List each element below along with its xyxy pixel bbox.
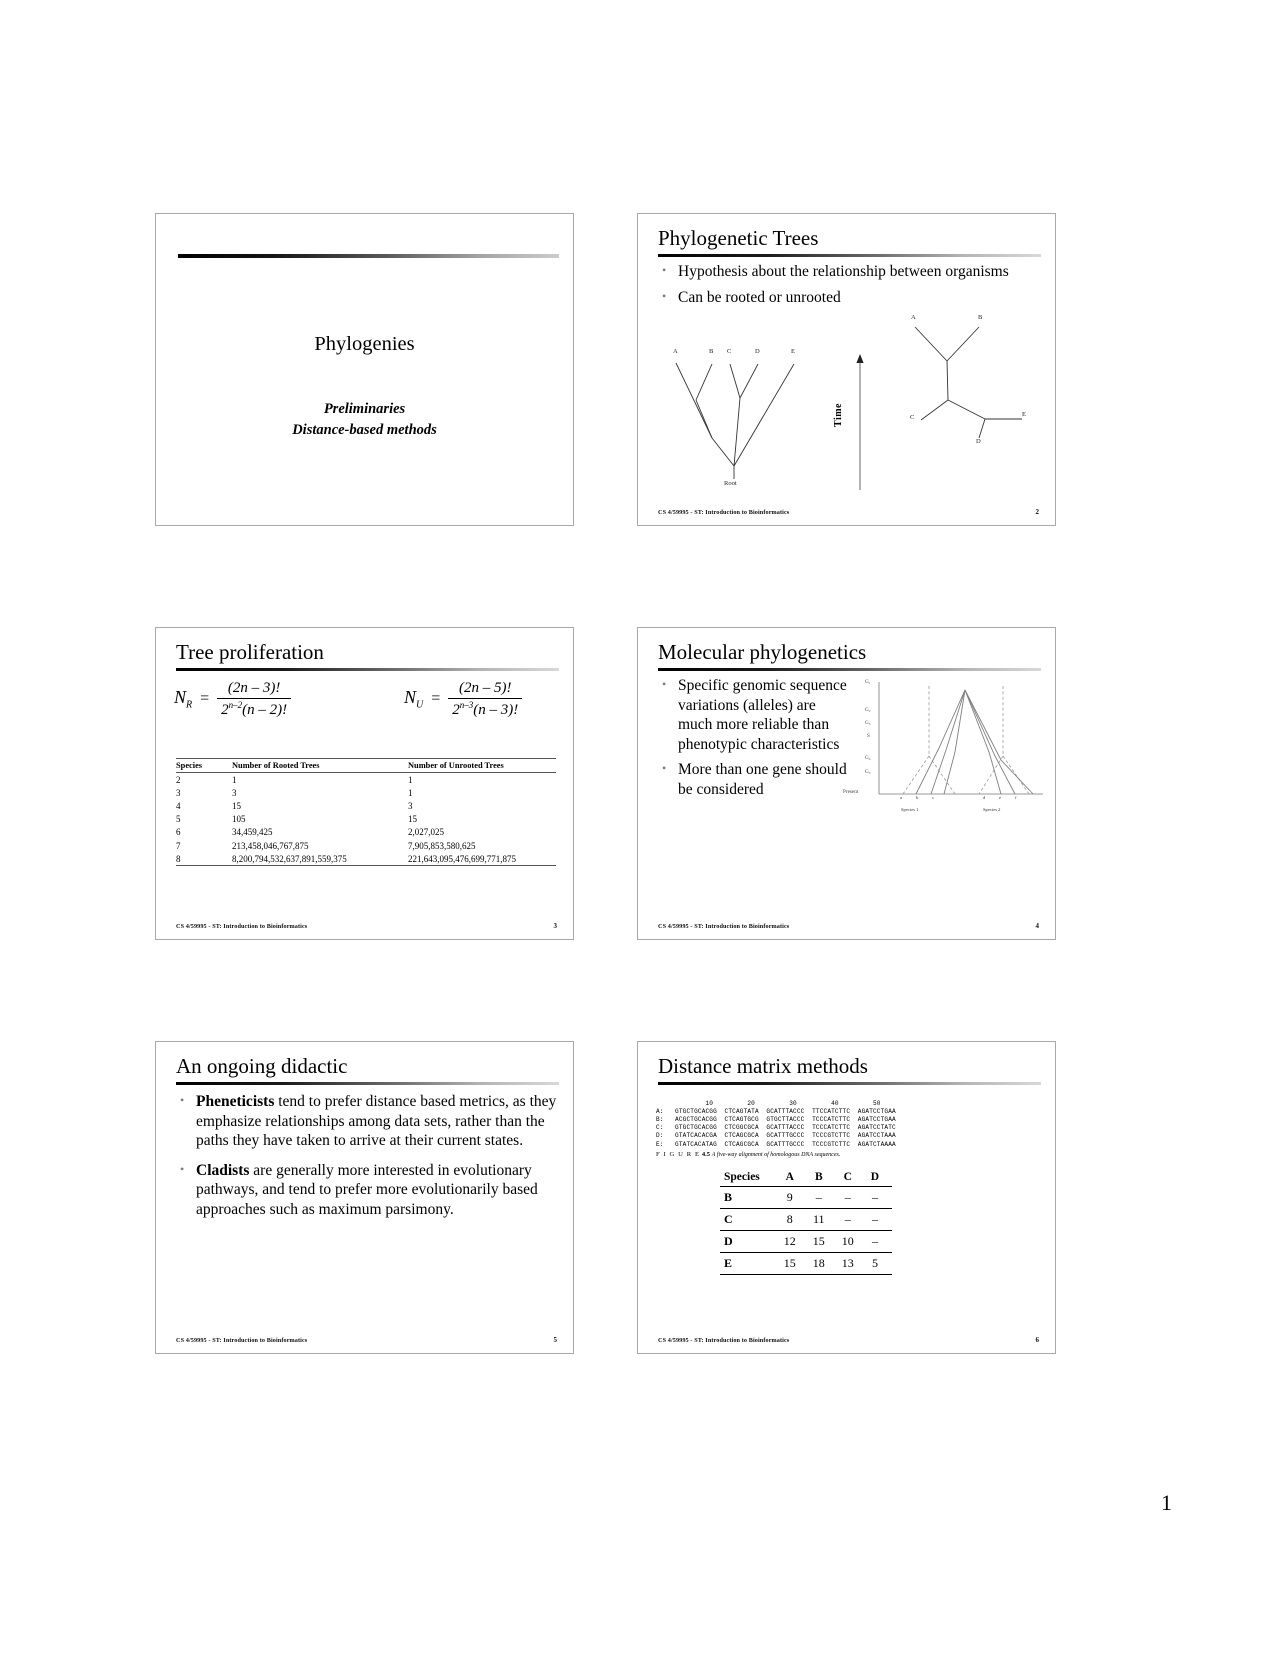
root-label: Root: [724, 480, 737, 487]
cell-species: 3: [176, 787, 181, 798]
distance-cell: –: [838, 1209, 867, 1231]
column-header-species: Species: [176, 759, 232, 773]
rooted-leaf-label: B: [709, 348, 714, 355]
figure-caption-text: A five-way alignment of homologous DNA sequences.: [711, 1152, 841, 1158]
alignment-row-name: E:: [656, 1140, 664, 1148]
alignment-row-seq: GTGCTGCACGG CTCAGTATA GCATTTACCC TTCCATCTTC AGATCCTGAA: [675, 1108, 896, 1116]
cell-rooted: 15: [232, 800, 241, 811]
unrooted-leaf-label: B: [978, 314, 983, 321]
figure-caption-label: F I G U R E: [656, 1151, 701, 1158]
table-row: [176, 786, 556, 799]
bullet-lead-term: Cladists: [196, 1161, 250, 1179]
cell-unrooted: 3: [408, 800, 413, 811]
alignment-row-name: A:: [656, 1108, 664, 1116]
bullet-lead-term: Pheneticists: [196, 1093, 275, 1110]
distance-cell: –: [867, 1231, 892, 1253]
rooted-leaf-label: C: [727, 348, 732, 355]
rooted-leaf-label: D: [755, 348, 760, 355]
allele-label: b: [916, 795, 919, 800]
table-row: [720, 1231, 892, 1253]
table-row: [176, 826, 556, 839]
slide-tree-proliferation: [155, 627, 574, 940]
slide-title-text: Tree proliferation: [176, 640, 324, 664]
column-header-c: C: [838, 1168, 867, 1187]
gene-axis-label: G₂: [865, 707, 871, 713]
slide-footer: CS 4/59995 - ST: Introduction to Bioinformatics: [176, 1337, 308, 1344]
tree-count-table: [176, 758, 556, 866]
gene-tree-svg: [843, 676, 1048, 821]
slide-page-number: 4: [1035, 922, 1039, 930]
alignment-ruler: 10 20 30 40 50: [656, 1100, 881, 1108]
slide-title-text: An ongoing didactic: [176, 1054, 348, 1078]
row-header: D: [720, 1231, 780, 1253]
unrooted-leaf-label: D: [976, 438, 981, 445]
cell-rooted: 8,200,794,532,637,891,559,375: [232, 852, 408, 866]
unrooted-tree-figure: [906, 314, 1026, 449]
table-row: [720, 1209, 892, 1231]
bullet-body-text: are generally more interested in evolutionary pathways, and tend to prefer more evolutionarily based approaches such as maximum parsimony.: [196, 1161, 538, 1218]
gene-axis-label: G₄: [865, 755, 871, 761]
allele-label: d: [983, 795, 986, 800]
title-divider-rule: [176, 1082, 559, 1085]
sheet-page-number: 1: [1161, 1490, 1172, 1515]
table-header-row: [720, 1168, 892, 1187]
alignment-row-name: C:: [656, 1124, 664, 1132]
slide-phylogenetic-trees: [637, 213, 1056, 526]
cell-species: 6: [176, 827, 181, 838]
formula-lhs: $N_U$: [404, 687, 424, 711]
row-header: B: [720, 1187, 780, 1209]
title-divider-rule: [658, 668, 1041, 671]
row-header: E: [720, 1253, 780, 1275]
slide-distance-matrix-methods: [637, 1041, 1056, 1354]
distance-cell: –: [838, 1187, 867, 1209]
species-label: Species 2: [983, 807, 1001, 812]
column-header-unrooted: Number of Unrooted Trees: [408, 759, 556, 773]
cell-rooted: 1: [232, 774, 237, 785]
table-row: [176, 813, 556, 826]
table-row: [720, 1253, 892, 1275]
title-divider-rule: [658, 1082, 1041, 1085]
present-axis-label: Present: [843, 789, 859, 795]
subtitle-line-2: Distance-based methods: [292, 422, 437, 438]
column-header-d: D: [867, 1168, 892, 1187]
slide-title-text: Molecular phylogenetics: [658, 640, 867, 664]
slide-title: [155, 213, 574, 526]
table-row: [720, 1187, 892, 1209]
rooted-tree-svg: [662, 348, 812, 493]
subtitle-line-1: Preliminaries: [323, 401, 406, 417]
distance-cell: –: [867, 1209, 892, 1231]
unrooted-leaf-label: E: [1022, 411, 1026, 418]
bullet-item: [178, 1161, 559, 1220]
formula-unrooted-trees: $N_U$ = $\frac{(2n - 5)!}{2^{n-3}(n - 3)!}$: [404, 680, 522, 719]
distance-cell: 10: [838, 1231, 867, 1253]
sequence-alignment-block: [656, 1092, 896, 1157]
bullet-list: [660, 262, 1041, 313]
allele-label: c: [932, 795, 935, 800]
slide-footer: CS 4/59995 - ST: Introduction to Bioinformatics: [658, 1337, 790, 1344]
slide-page-number: 3: [553, 922, 557, 930]
title-divider-rule: [658, 254, 1041, 257]
title-divider-rule: [178, 254, 559, 258]
allele-label: e: [999, 795, 1002, 800]
alignment-row-seq: GTATCACATAG CTCAGCGCA GCATTTGCCC TCCCGTCTTC AGATCTAAAA: [675, 1140, 896, 1148]
cell-species: 5: [176, 814, 181, 825]
cell-unrooted: 1: [408, 787, 413, 798]
slide-page-number: 6: [1035, 1336, 1039, 1344]
distance-cell: 18: [809, 1253, 838, 1275]
allele-label: a: [900, 795, 903, 800]
distance-cell: 5: [867, 1253, 892, 1275]
gene-axis-label: G₁: [865, 679, 871, 685]
cell-species: 8: [176, 852, 232, 866]
distance-cell: 12: [780, 1231, 809, 1253]
slide-footer: CS 4/59995 - ST: Introduction to Bioinformatics: [658, 923, 790, 930]
bullet-item: • More than one gene should be considered: [660, 760, 850, 799]
title-divider-rule: [176, 668, 559, 671]
slide-an-ongoing-didactic: [155, 1041, 574, 1354]
table-row: [176, 773, 556, 787]
slide-page-number: 5: [553, 1336, 557, 1344]
cell-unrooted: 7,905,853,580,625: [408, 840, 476, 851]
column-header-a: A: [780, 1168, 809, 1187]
slide-footer: CS 4/59995 - ST: Introduction to Bioinformatics: [658, 509, 790, 516]
formula-numerator: (2n – 5)!: [448, 680, 522, 699]
allele-label: f: [1015, 795, 1017, 800]
slide-page-number: 2: [1035, 508, 1039, 516]
slide-footer: CS 4/59995 - ST: Introduction to Bioinformatics: [176, 923, 308, 930]
rooted-leaf-label: E: [791, 348, 795, 355]
bullet-item: [178, 1092, 559, 1151]
formula-lhs: $N_R$: [174, 687, 193, 711]
rooted-leaf-label: A: [673, 348, 678, 355]
cell-rooted: 3: [232, 787, 237, 798]
column-header-b: B: [809, 1168, 838, 1187]
alignment-row-name: D:: [656, 1132, 664, 1140]
table-row: [176, 799, 556, 812]
row-header: C: [720, 1209, 780, 1231]
alignment-row-seq: GTATCACACGA CTCAGCGCA GCATTTGCCC TCCCGTCTTC AGATCCTAAA: [675, 1132, 896, 1140]
distance-matrix-table: [720, 1168, 892, 1275]
time-axis-label: Time: [833, 403, 844, 428]
gene-tree-figure: [843, 676, 1048, 821]
distance-cell: 11: [809, 1209, 838, 1231]
alignment-row-name: B:: [656, 1116, 664, 1124]
presentation-title: Phylogenies: [314, 333, 415, 355]
cell-species: 2: [176, 774, 181, 785]
figure-caption-number: 4.5: [701, 1151, 711, 1158]
gene-axis-label: G₅: [865, 769, 871, 775]
bullet-list: [660, 676, 850, 805]
column-header-rooted: Number of Rooted Trees: [232, 759, 408, 773]
slide-title-text: Phylogenetic Trees: [658, 226, 819, 250]
cell-species: 4: [176, 800, 181, 811]
table-row: [176, 852, 556, 866]
bullet-item: • Specific genomic sequence variations (alleles) are much more reliable than phenotypic characteristics: [660, 676, 850, 754]
cell-species: 7: [176, 840, 181, 851]
presentation-subtitle: [156, 399, 573, 441]
alignment-row-seq: GTGCTGCACGG CTCGGCGCA GCATTTACCC TCCCATCTTC AGATCCTATC: [675, 1124, 896, 1132]
distance-cell: –: [809, 1187, 838, 1209]
cell-rooted: 213,458,046,767,875: [232, 840, 309, 851]
formula-numerator: (2n – 3)!: [217, 680, 291, 699]
unrooted-leaf-label: A: [911, 314, 916, 321]
formula-denominator: 2$^{n-3}$(n – 3)!: [452, 700, 519, 718]
bullet-list: [178, 1092, 559, 1225]
unrooted-tree-svg: [906, 314, 1026, 449]
cell-unrooted: 221,643,095,476,699,771,875: [408, 852, 556, 866]
cell-unrooted: 2,027,025: [408, 827, 444, 838]
bullet-item: • Hypothesis about the relationship between organisms: [660, 262, 1041, 282]
rooted-tree-figure: [662, 348, 812, 493]
distance-cell: 15: [780, 1253, 809, 1275]
gene-axis-label: G₃: [865, 720, 871, 726]
distance-cell: –: [867, 1187, 892, 1209]
slide-title-text: Distance matrix methods: [658, 1054, 868, 1078]
distance-cell: 13: [838, 1253, 867, 1275]
cell-unrooted: 15: [408, 814, 417, 825]
alignment-row-seq: ACGCTGCACGG CTCAGTGCG GTGCTTACCC TCCCATCTTC AGATCCTGAA: [675, 1116, 896, 1124]
species-label: Species 1: [901, 807, 919, 812]
bullet-item: • Can be rooted or unrooted: [660, 288, 1041, 308]
bullet-body-text: tend to prefer distance based metrics, as they emphasize relationships among data sets, rather than the paths they have taken to arrive at their current states.: [196, 1093, 557, 1149]
figure-caption: [656, 1151, 840, 1158]
table-header-row: [176, 759, 556, 773]
cell-rooted: 34,459,425: [232, 827, 273, 838]
time-axis: [834, 348, 866, 493]
unrooted-leaf-label: C: [910, 414, 915, 421]
slide-molecular-phylogenetics: [637, 627, 1056, 940]
gene-axis-label: S: [867, 733, 870, 739]
cell-rooted: 105: [232, 814, 246, 825]
distance-cell: 15: [809, 1231, 838, 1253]
distance-cell: 8: [780, 1209, 809, 1231]
formula-denominator: 2$^{n-2}$(n – 2)!: [221, 700, 288, 718]
cell-unrooted: 1: [408, 774, 413, 785]
distance-cell: 9: [780, 1187, 809, 1209]
formula-rooted-trees: $N_R$ = $\frac{(2n - 3)!}{2^{n-2}(n - 2)!}$: [174, 680, 291, 719]
column-header-species: Species: [720, 1168, 780, 1187]
table-row: [176, 839, 556, 852]
